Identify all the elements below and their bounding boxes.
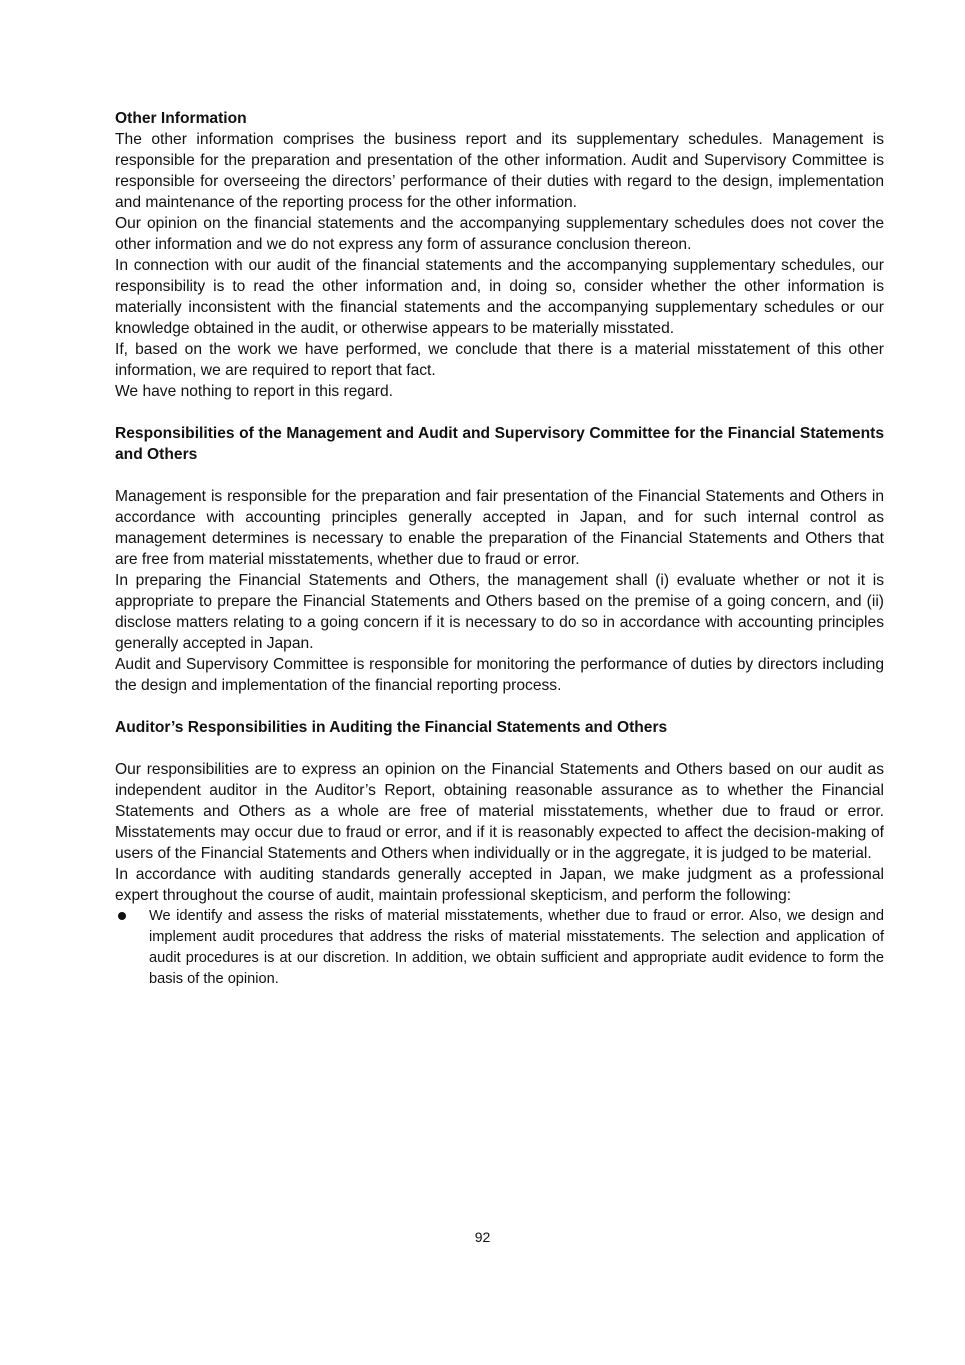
bullet-item — [115, 906, 884, 990]
paragraph: If, based on the work we have performed, we conclude that there is a material misstatement of this other information, we are required to report that fact. — [115, 341, 884, 379]
page-number: 92 — [474, 1229, 491, 1245]
paragraph: Audit and Supervisory Committee is responsible for monitoring the performance of duties by directors including the design and implementation of the financial reporting process. — [115, 656, 884, 694]
paragraph: We have nothing to report in this regard. — [115, 383, 393, 400]
bullet-dot-icon — [118, 912, 126, 920]
paragraph: In accordance with auditing standards generally accepted in Japan, we make judgment as a professional expert throughout the course of audit, maintain professional skepticism, and perform the following: — [115, 866, 884, 904]
paragraph: Our responsibilities are to express an opinion on the Financial Statements and Others based on our audit as independent auditor in the Auditor’s Report, obtaining reasonable assurance as to whether the Financial Statements and Others as a whole are free of material misstatements, whether due to fraud or error. Misstatements may occur due to fraud or error, and if it is reasonably expected to affect the decision-making of users of the Financial Statements and Others when individually or in the aggregate, it is judged to be material. — [115, 761, 884, 862]
document-page — [115, 108, 884, 990]
section-heading-other-information: Other Information — [115, 110, 247, 127]
spacer — [115, 696, 884, 717]
paragraph: The other information comprises the business report and its supplementary schedules. Management is responsible for the preparation and presentation of the other information. Audit and Supervisory Committee is responsible for overseeing the directors’ performance of their duties with regard to the design, implementation and maintenance of the reporting process for the other information. — [115, 131, 884, 211]
spacer — [115, 738, 884, 759]
paragraph: Management is responsible for the preparation and fair presentation of the Financial Statements and Others in accordance with accounting principles generally accepted in Japan, and for such internal control as management determines is necessary to enable the preparation of the Financial Statements and Others that are free from material misstatements, whether due to fraud or error. — [115, 488, 884, 568]
spacer — [115, 402, 884, 423]
section-heading-auditor-responsibilities: Auditor’s Responsibilities in Auditing the Financial Statements and Others — [115, 719, 668, 736]
bullet-text: We identify and assess the risks of material misstatements, whether due to fraud or error. Also, we design and implement audit procedures that address the risks of material misstatements. The selection and application of audit procedures is at our discretion. In addition, we obtain sufficient and appropriate audit evidence to form the basis of the opinion. — [149, 908, 884, 987]
section-heading-management-responsibilities: Responsibilities of the Management and Audit and Supervisory Committee for the Financial Statements and Others — [115, 425, 884, 463]
spacer — [115, 465, 884, 486]
bullet-list — [115, 906, 884, 990]
paragraph: Our opinion on the financial statements and the accompanying supplementary schedules does not cover the other information and we do not express any form of assurance conclusion thereon. — [115, 215, 884, 253]
paragraph: In connection with our audit of the financial statements and the accompanying supplementary schedules, our responsibility is to read the other information and, in doing so, consider whether the other information is materially inconsistent with the financial statements and the accompanying supplementary schedules or our knowledge obtained in the audit, or otherwise appears to be materially misstated. — [115, 257, 884, 337]
paragraph: In preparing the Financial Statements and Others, the management shall (i) evaluate whether or not it is appropriate to prepare the Financial Statements and Others based on the premise of a going concern, and (ii) disclose matters relating to a going concern if it is necessary to do so in accordance with accounting principles generally accepted in Japan. — [115, 572, 884, 652]
